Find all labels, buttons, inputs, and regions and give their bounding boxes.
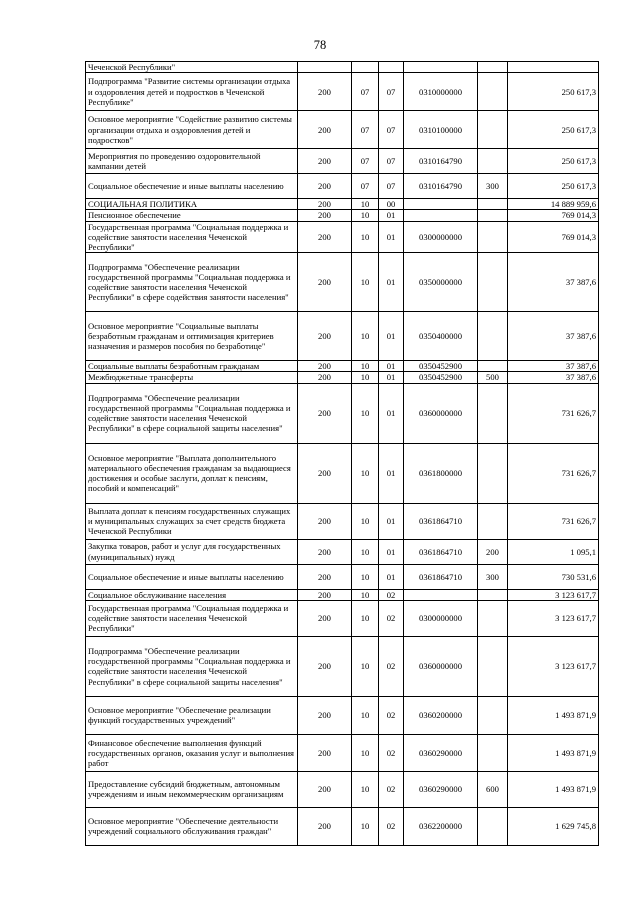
cell-name: Основное мероприятие "Содействие развитию системы организации отдыха и оздоровления детей и подростков" [86,111,298,149]
cell-rz: 10 [352,312,379,361]
cell-sum: 37 387,6 [508,312,599,361]
table-row [86,199,599,210]
cell-pr: 01 [379,253,404,312]
cell-gr: 200 [298,539,352,564]
cell-pr: 01 [379,312,404,361]
cell-rz: 10 [352,734,379,771]
cell-pr: 01 [379,372,404,383]
cell-sum: 1 493 871,9 [508,734,599,771]
cell-rz: 10 [352,807,379,845]
cell-vr [478,210,508,221]
cell-gr: 200 [298,312,352,361]
table-row [86,62,599,73]
cell-sum: 731 626,7 [508,503,599,539]
table-row [86,539,599,564]
cell-csr: 0310164790 [404,174,478,199]
cell-csr: 0310100000 [404,111,478,149]
cell-rz: 07 [352,149,379,174]
cell-pr: 01 [379,539,404,564]
cell-name: Подпрограмма "Развитие системы организации отдыха и оздоровления детей и подростков в Чеченской Республике" [86,73,298,111]
cell-rz [352,62,379,73]
cell-vr [478,361,508,372]
cell-name: Социальное обеспечение и иные выплаты населению [86,564,298,589]
table-row [86,600,599,636]
cell-vr [478,312,508,361]
cell-csr [404,199,478,210]
cell-rz: 10 [352,383,379,443]
cell-name: Основное мероприятие "Выплата дополнительного материального обеспечения гражданам за выдающиеся достижения и особые заслуги, доплат к пенсиям, пособий и компенсаций" [86,443,298,503]
table-row [86,589,599,600]
cell-csr: 0300000000 [404,221,478,253]
table-row [86,636,599,696]
table-row [86,361,599,372]
cell-gr: 200 [298,600,352,636]
cell-name: Подпрограмма "Обеспечение реализации государственной программы "Социальная поддержка и содействие занятости населения Чеченской Республики" в сфере социальной защиты населения" [86,636,298,696]
cell-name: Чеченской Республики" [86,62,298,73]
cell-sum: 37 387,6 [508,253,599,312]
cell-name: Основное мероприятие "Социальные выплаты безработным гражданам и оптимизация критериев назначения и размеров пособия по безработице" [86,312,298,361]
cell-gr: 200 [298,149,352,174]
cell-name: Государственная программа "Социальная поддержка и содействие занятости населения Чеченской Республики" [86,221,298,253]
cell-csr: 0360000000 [404,636,478,696]
table-row [86,372,599,383]
cell-rz: 10 [352,771,379,807]
cell-name: Выплата доплат к пенсиям государственных служащих и муниципальных служащих за счет средств бюджета Чеченской Республики [86,503,298,539]
table-row [86,111,599,149]
cell-name: Закупка товаров, работ и услуг для государственных (муниципальных) нужд [86,539,298,564]
cell-name: Основное мероприятие "Обеспечение деятельности учреждений социального обслуживания граждан" [86,807,298,845]
cell-pr: 02 [379,589,404,600]
table-row [86,564,599,589]
cell-vr [478,221,508,253]
cell-gr: 200 [298,564,352,589]
cell-gr: 200 [298,174,352,199]
cell-vr [478,253,508,312]
cell-sum: 769 014,3 [508,210,599,221]
cell-csr: 0300000000 [404,600,478,636]
cell-rz: 07 [352,73,379,111]
cell-csr: 0350000000 [404,253,478,312]
cell-pr: 01 [379,443,404,503]
cell-sum: 3 123 617,7 [508,636,599,696]
cell-csr: 0361800000 [404,443,478,503]
cell-pr: 01 [379,503,404,539]
cell-rz: 10 [352,539,379,564]
cell-pr [379,62,404,73]
cell-name: Пенсионное обеспечение [86,210,298,221]
cell-pr: 02 [379,734,404,771]
table-row [86,312,599,361]
cell-pr: 07 [379,111,404,149]
cell-pr: 02 [379,696,404,734]
cell-rz: 10 [352,589,379,600]
cell-name: Финансовое обеспечение выполнения функций государственных органов, оказания услуг и выполнения работ [86,734,298,771]
cell-name: Социальные выплаты безработным гражданам [86,361,298,372]
cell-gr [298,62,352,73]
cell-gr: 200 [298,734,352,771]
cell-name: Социальное обслуживание населения [86,589,298,600]
cell-sum: 3 123 617,7 [508,589,599,600]
cell-rz: 10 [352,564,379,589]
cell-csr: 0360000000 [404,383,478,443]
cell-sum: 14 889 959,6 [508,199,599,210]
cell-pr: 02 [379,600,404,636]
cell-csr: 0360290000 [404,771,478,807]
table-row [86,734,599,771]
cell-sum: 1 493 871,9 [508,771,599,807]
cell-gr: 200 [298,503,352,539]
cell-vr [478,443,508,503]
cell-rz: 10 [352,210,379,221]
cell-name: Подпрограмма "Обеспечение реализации государственной программы "Социальная поддержка и содействие занятости населения Чеченской Республики" в сфере социальной защиты населения" [86,383,298,443]
cell-gr: 200 [298,807,352,845]
cell-vr [478,807,508,845]
cell-gr: 200 [298,696,352,734]
cell-pr: 01 [379,564,404,589]
cell-csr: 0361864710 [404,564,478,589]
cell-name: Основное мероприятие "Обеспечение реализации функций государственных учреждений" [86,696,298,734]
cell-name: Подпрограмма "Обеспечение реализации государственной программы "Социальная поддержка и содействие занятости населения Чеченской Республики" в сфере содействия занятости населения" [86,253,298,312]
table-row [86,149,599,174]
cell-rz: 07 [352,174,379,199]
table-row [86,443,599,503]
cell-gr: 200 [298,372,352,383]
cell-vr [478,636,508,696]
cell-csr: 0361864710 [404,539,478,564]
cell-csr [404,210,478,221]
cell-rz: 10 [352,443,379,503]
cell-gr: 200 [298,443,352,503]
cell-csr: 0360200000 [404,696,478,734]
cell-name: Государственная программа "Социальная поддержка и содействие занятости населения Чеченской Республики" [86,600,298,636]
cell-vr: 300 [478,564,508,589]
cell-sum: 1 095,1 [508,539,599,564]
cell-name: Предоставление субсидий бюджетным, автономным учреждениям и иным некоммерческим организациям [86,771,298,807]
cell-sum: 730 531,6 [508,564,599,589]
cell-sum: 250 617,3 [508,111,599,149]
cell-sum: 731 626,7 [508,443,599,503]
cell-rz: 10 [352,253,379,312]
cell-pr: 01 [379,383,404,443]
cell-name: СОЦИАЛЬНАЯ ПОЛИТИКА [86,199,298,210]
cell-pr: 02 [379,807,404,845]
cell-rz: 10 [352,199,379,210]
cell-name: Социальное обеспечение и иные выплаты населению [86,174,298,199]
cell-csr: 0350452900 [404,372,478,383]
cell-name: Мероприятия по проведению оздоровительной кампании детей [86,149,298,174]
cell-vr [478,149,508,174]
cell-vr [478,503,508,539]
cell-gr: 200 [298,73,352,111]
cell-gr: 200 [298,361,352,372]
cell-vr: 200 [478,539,508,564]
cell-vr [478,199,508,210]
cell-csr: 0361864710 [404,503,478,539]
budget-table [85,61,599,846]
cell-rz: 10 [352,636,379,696]
cell-sum [508,62,599,73]
cell-vr [478,383,508,443]
cell-pr: 02 [379,636,404,696]
cell-gr: 200 [298,636,352,696]
cell-name: Межбюджетные трансферты [86,372,298,383]
cell-rz: 10 [352,696,379,734]
table-row [86,807,599,845]
cell-sum: 250 617,3 [508,73,599,111]
cell-pr: 01 [379,361,404,372]
table-body [86,62,599,846]
table-row [86,771,599,807]
cell-gr: 200 [298,589,352,600]
cell-vr: 500 [478,372,508,383]
cell-pr: 07 [379,149,404,174]
cell-vr [478,111,508,149]
cell-sum: 37 387,6 [508,372,599,383]
cell-rz: 10 [352,503,379,539]
cell-rz: 10 [352,221,379,253]
cell-sum: 731 626,7 [508,383,599,443]
cell-csr [404,589,478,600]
page-number: 78 [313,38,327,52]
cell-vr: 300 [478,174,508,199]
cell-csr: 0350452900 [404,361,478,372]
table-row [86,253,599,312]
cell-sum: 1 629 745,8 [508,807,599,845]
cell-sum: 37 387,6 [508,361,599,372]
cell-rz: 10 [352,372,379,383]
cell-sum: 3 123 617,7 [508,600,599,636]
cell-vr [478,600,508,636]
cell-csr: 0310000000 [404,73,478,111]
cell-vr [478,589,508,600]
cell-vr [478,734,508,771]
table-row [86,174,599,199]
cell-sum: 250 617,3 [508,174,599,199]
cell-gr: 200 [298,383,352,443]
cell-gr: 200 [298,210,352,221]
cell-pr: 02 [379,771,404,807]
cell-pr: 00 [379,199,404,210]
cell-gr: 200 [298,253,352,312]
cell-gr: 200 [298,199,352,210]
cell-rz: 10 [352,361,379,372]
cell-pr: 07 [379,174,404,199]
table-row [86,73,599,111]
cell-rz: 07 [352,111,379,149]
cell-rz: 10 [352,600,379,636]
cell-csr: 0310164790 [404,149,478,174]
cell-vr [478,62,508,73]
cell-sum: 769 014,3 [508,221,599,253]
cell-csr: 0350400000 [404,312,478,361]
cell-vr [478,696,508,734]
cell-sum: 1 493 871,9 [508,696,599,734]
cell-gr: 200 [298,111,352,149]
cell-pr: 01 [379,221,404,253]
cell-pr: 01 [379,210,404,221]
cell-vr [478,73,508,111]
cell-sum: 250 617,3 [508,149,599,174]
table-row [86,210,599,221]
table-row [86,696,599,734]
cell-csr: 0362200000 [404,807,478,845]
cell-gr: 200 [298,221,352,253]
table-row [86,221,599,253]
table-row [86,383,599,443]
cell-csr: 0360290000 [404,734,478,771]
cell-pr: 07 [379,73,404,111]
table-row [86,503,599,539]
cell-vr: 600 [478,771,508,807]
cell-csr [404,62,478,73]
cell-gr: 200 [298,771,352,807]
